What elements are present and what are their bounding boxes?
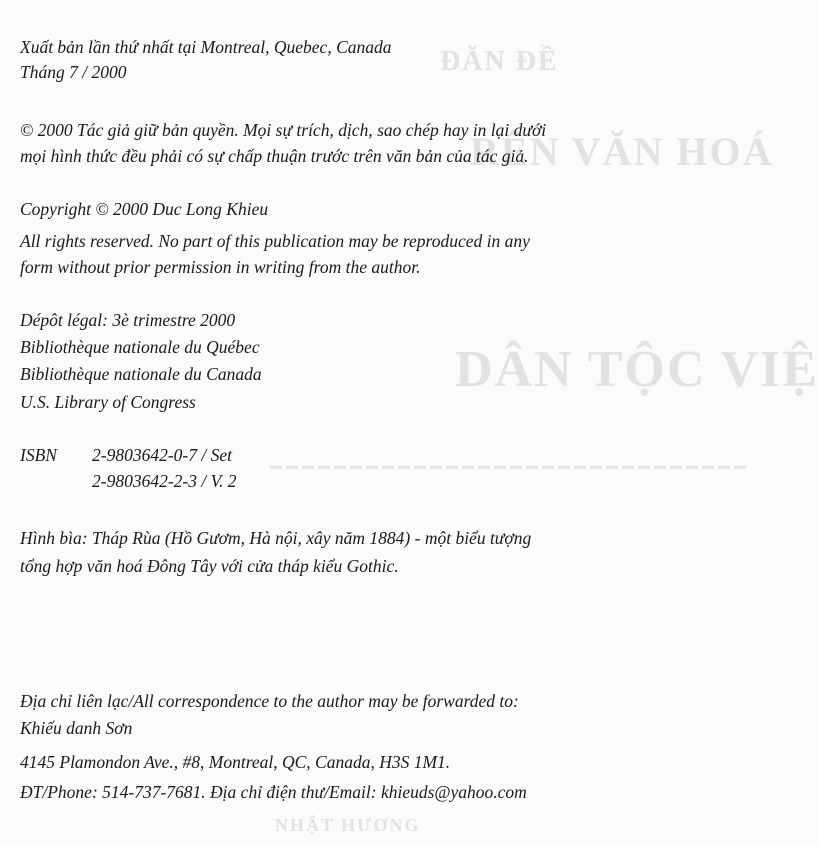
isbn-value: 2-9803642-2-3 / V. 2 bbox=[92, 471, 237, 491]
contact-address: 4145 Plamondon Ave., #8, Montreal, QC, Canada, H3S 1M1. bbox=[20, 752, 451, 772]
publication-line: Xuất bản lần thứ nhất tại Montreal, Quebec, Canada bbox=[20, 37, 392, 57]
bleed-through-artifact: RÊN VĂN HOÁ bbox=[470, 129, 774, 174]
copyright-en-title: Copyright © 2000 Duc Long Khieu bbox=[20, 199, 269, 219]
publication-date: Tháng 7 / 2000 bbox=[20, 62, 127, 82]
copyright-en-line: All rights reserved. No part of this publication may be reproduced in any bbox=[20, 231, 530, 251]
copyright-vi-line: © 2000 Tác giả giữ bản quyền. Mọi sự trích, dịch, sao chép hay in lại dưới bbox=[20, 120, 547, 140]
bleed-through-artifact: ĐĂN ĐỀ bbox=[440, 46, 559, 77]
library-line: Bibliothèque nationale du Canada bbox=[20, 364, 262, 384]
legal-deposit-line: Dépôt légal: 3è trimestre 2000 bbox=[20, 310, 236, 330]
library-line: Bibliothèque nationale du Québec bbox=[20, 337, 260, 357]
cover-description-line: tổng hợp văn hoá Đông Tây với cửa tháp kiểu Gothic. bbox=[20, 556, 399, 576]
copyright-en-line: form without prior permission in writing from the author. bbox=[20, 257, 421, 277]
contact-heading: Địa chỉ liên lạc/All correspondence to the author may be forwarded to: bbox=[20, 691, 519, 711]
contact-phone-email: ĐT/Phone: 514-737-7681. Địa chỉ điện thư/Email: khieuds@yahoo.com bbox=[20, 782, 527, 802]
bleed-through-artifact: ▬▬▬▬▬▬▬▬▬▬▬▬▬▬▬▬▬▬▬▬▬▬▬▬▬▬▬▬▬▬ bbox=[270, 458, 750, 472]
copyright-vi-line: mọi hình thức đều phải có sự chấp thuận trước trên văn bản của tác giả. bbox=[20, 146, 529, 166]
bleed-through-artifact: NHẬT HƯƠNG bbox=[275, 815, 421, 835]
isbn-label: ISBN bbox=[20, 445, 57, 465]
isbn-value: 2-9803642-0-7 / Set bbox=[92, 445, 232, 465]
cover-description-line: Hình bìa: Tháp Rùa (Hồ Gươm, Hà nội, xây năm 1884) - một biểu tượng bbox=[20, 528, 532, 548]
library-line: U.S. Library of Congress bbox=[20, 392, 196, 412]
contact-name: Khiếu danh Sơn bbox=[20, 718, 133, 738]
bleed-through-artifact: DÂN TỘC VIỆ bbox=[455, 341, 819, 398]
